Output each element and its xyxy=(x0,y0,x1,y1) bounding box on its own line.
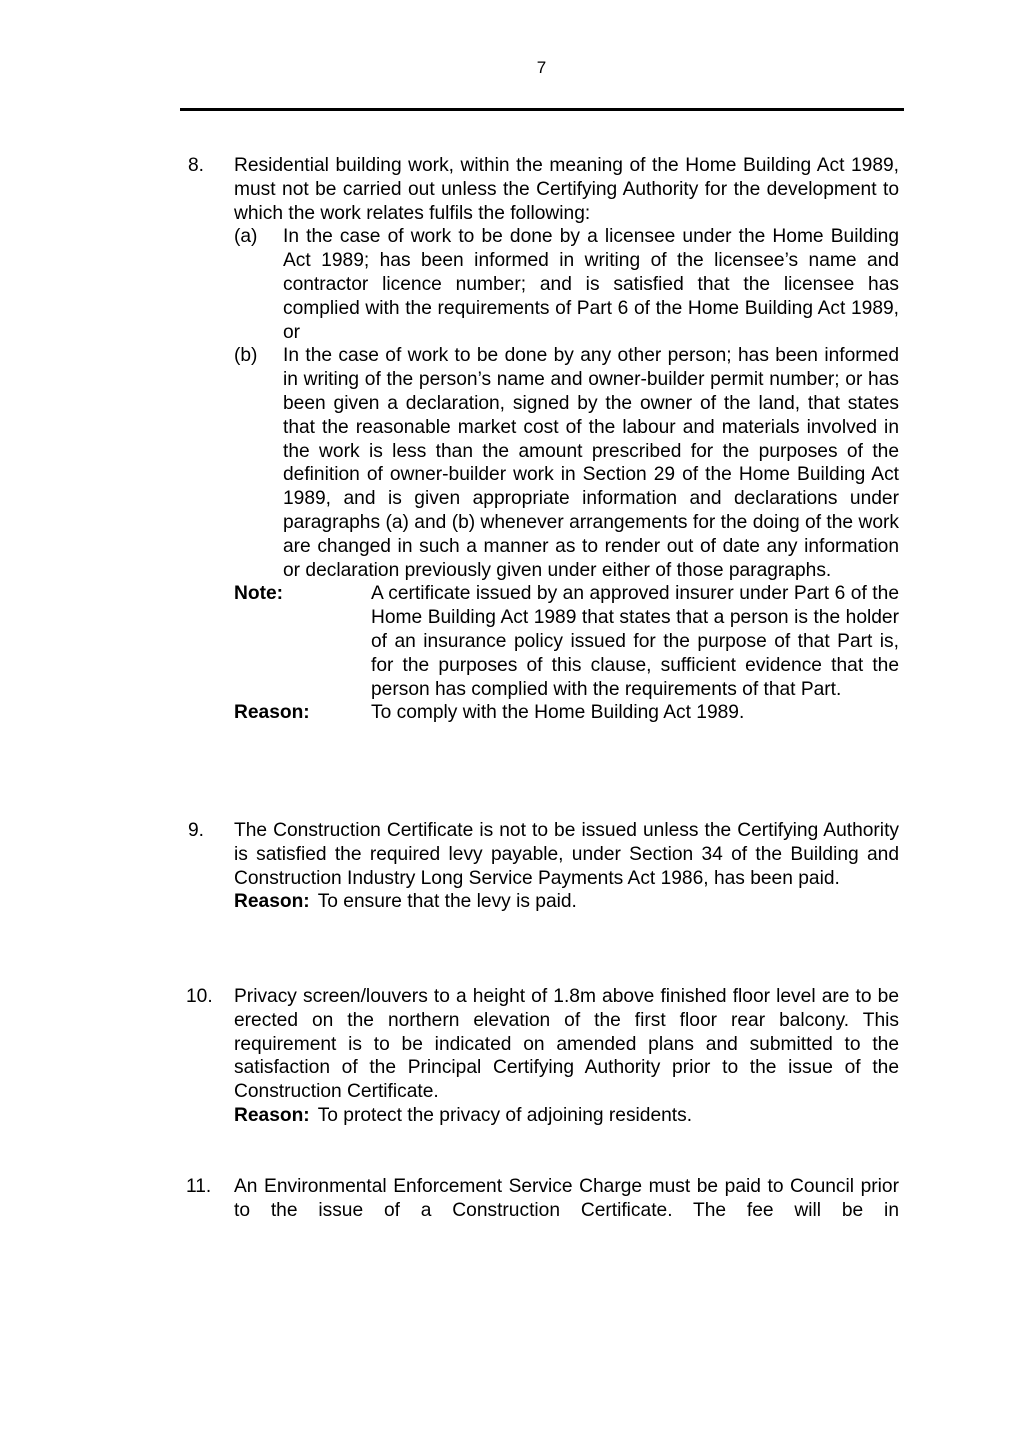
reason xyxy=(234,1104,899,1128)
note-label: Note: xyxy=(234,583,284,605)
clause-text: Privacy screen/louvers to a height of 1.8m above finished floor level are to be erected on the northern elevation of the first floor rear balcony. This requirement is to be indicated on amended plans and submitted to the satisfaction of the Principal Certifying Authority prior to the issue of the Construction Certificate. xyxy=(234,986,899,1103)
clause-text: The Construction Certificate is not to be issued unless the Certifying Authority is satisfied the required levy payable, under Section 34 of the Building and Construction Industry Long Service Payments Act 1986, has been paid. xyxy=(234,820,899,889)
subclause-text: In the case of work to be done by any other person; has been informed in writing of the person’s name and owner-builder permit number; or has been given a declaration, signed by the owner of the land, that states that the reasonable market cost of the labour and materials involved in the work is less than the amount prescribed for the purposes of the definition of owner-builder work in Section 29 of the Home Building Act 1989, and is given appropriate information and declarations under paragraphs (a) and (b) whenever arrangements for the doing of the work are changed in such a manner as to render out of date any information or declaration previously given under either of those paragraphs. xyxy=(283,345,899,581)
subclause-b xyxy=(234,344,899,582)
clause-body xyxy=(234,819,899,914)
page-number: 7 xyxy=(536,58,547,77)
subclause-label: (a) xyxy=(234,226,258,248)
note xyxy=(234,582,899,701)
clause-number: 8. xyxy=(188,155,205,176)
clause-body xyxy=(234,154,899,725)
clause-number: 11. xyxy=(186,1176,212,1197)
clause-intro: Residential building work, within the meaning of the Home Building Act 1989, must not be carried out unless the Certifying Authority for the development to which the work relates fulfils the following: xyxy=(234,155,899,224)
clause-number: 10. xyxy=(186,986,213,1007)
clause-number: 9. xyxy=(188,820,205,841)
reason xyxy=(234,890,899,914)
subclause-a xyxy=(234,225,899,344)
reason-label: Reason: xyxy=(234,702,310,724)
header-rule xyxy=(180,108,904,111)
reason-label: Reason: xyxy=(234,1104,310,1126)
clause-body xyxy=(234,1175,899,1223)
reason-text: To ensure that the levy is paid. xyxy=(317,891,577,913)
note-text: A certificate issued by an approved insurer under Part 6 of the Home Building Act 1989 that states that a person is the holder of an insurance policy issued for the purpose of that Part is, for the purposes of this clause, sufficient evidence that the person has complied with the requirements of that Part. xyxy=(371,583,899,700)
subclause-label: (b) xyxy=(234,345,258,367)
reason xyxy=(234,701,899,725)
clause-text: An Environmental Enforcement Service Charge must be paid to Council prior to the issue of a Construction Certificate. The fee will be in xyxy=(234,1176,899,1221)
reason-label: Reason: xyxy=(234,891,310,913)
reason-text: To comply with the Home Building Act 1989. xyxy=(371,702,745,724)
clause-body xyxy=(234,985,899,1128)
subclause-text: In the case of work to be done by a licensee under the Home Building Act 1989; has been informed in writing of the licensee’s name and contractor licence number; and is satisfied that the licensee has complied with the requirements of Part 6 of the Home Building Act 1989, or xyxy=(283,226,899,343)
reason-text: To protect the privacy of adjoining residents. xyxy=(317,1104,693,1126)
